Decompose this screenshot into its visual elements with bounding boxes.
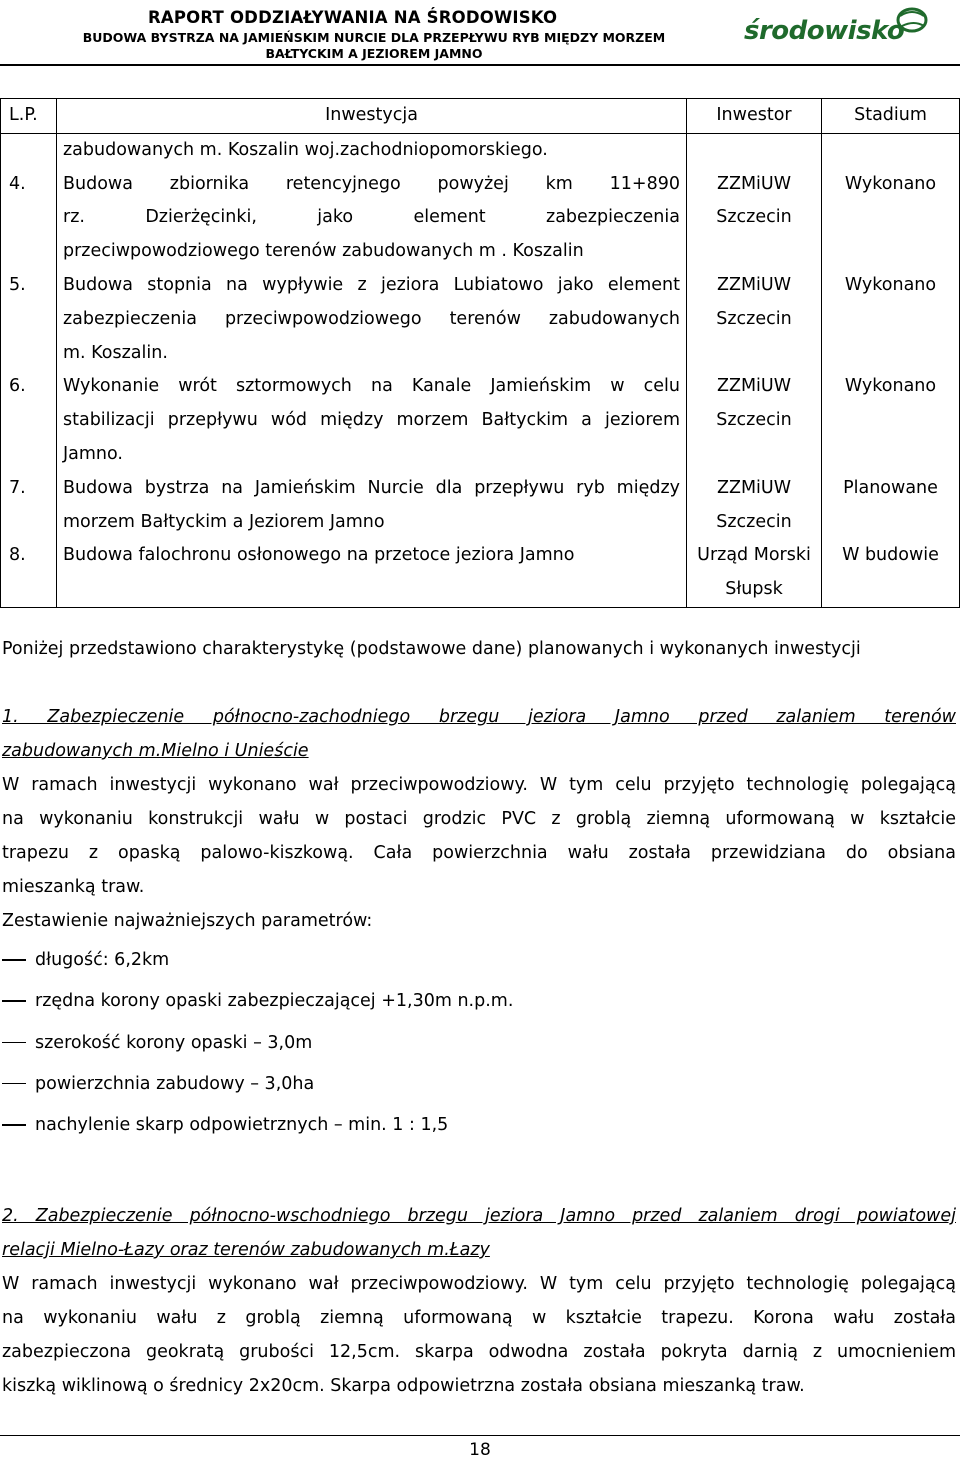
- param-text: szerokość korony opaski – 3,0m: [35, 1032, 313, 1053]
- intro-paragraph: Poniżej przedstawiono charakterystykę (podstawowe dane) planowanych i wykonanych inwestycji: [2, 639, 861, 659]
- row-lp: 8.: [1, 539, 57, 607]
- row-investor: [687, 539, 822, 607]
- row-investment: [57, 168, 687, 269]
- row-investment: [57, 370, 687, 471]
- investment-line: Budowa stopnia na wypływie z jeziora Lubiatowo jako element: [63, 274, 680, 295]
- row-stage: [822, 133, 960, 167]
- investment-line: morzem Bałtyckim a Jeziorem Jamno: [63, 511, 385, 532]
- row-lp: 4.: [1, 168, 57, 269]
- investment-line: Budowa falochronu osłonowego na przetoce jeziora Jamno: [63, 545, 575, 566]
- paragraph-line: W ramach inwestycji wykonano wał przeciwpowodziowy. W tym celu przyjęto technologię polegającą: [2, 775, 956, 795]
- investor-line: Szczecin: [716, 410, 792, 431]
- page-header: [0, 0, 960, 66]
- paragraph-line: trapezu z opaską palowo-kiszkową. Cała powierzchnia wału została przewidziana do obsiana: [2, 843, 956, 863]
- col-header-investment: Inwestycja: [57, 99, 687, 134]
- investment-line: stabilizacji przepływu wód między morzem Bałtyckim a jeziorem: [63, 410, 680, 431]
- table-row: [1, 472, 960, 540]
- report-subtitle-line2: BAŁTYCKIM A JEZIOREM JAMNO: [265, 46, 483, 61]
- table-row: [1, 539, 960, 607]
- col-header-stage: Stadium: [822, 99, 960, 134]
- report-title: RAPORT ODDZIAŁYWANIA NA ŚRODOWISKO: [148, 8, 558, 27]
- row-investor: [687, 133, 822, 167]
- param-text: rzędna korony opaski zabezpieczającej +1,30m n.p.m.: [35, 991, 514, 1012]
- row-stage: Wykonano: [822, 370, 960, 471]
- row-lp: 6.: [1, 370, 57, 471]
- investment-line: zabudowanych m. Koszalin woj.zachodniopomorskiego.: [63, 139, 548, 160]
- footer-divider: [0, 1435, 960, 1436]
- page-number: 18: [469, 1440, 491, 1460]
- section1-paragraph: [2, 768, 956, 904]
- table-row: [1, 370, 960, 471]
- investment-line: przeciwpowodziowego terenów zabudowanych m . Koszalin: [63, 241, 584, 262]
- row-investment: [57, 133, 687, 167]
- investment-line: m. Koszalin.: [63, 342, 168, 363]
- table-row: [1, 168, 960, 269]
- report-subtitle-line1: BUDOWA BYSTRZA NA JAMIEŃSKIM NURCIE DLA PRZEPŁYWU RYB MIĘDZY MORZEM: [82, 30, 666, 45]
- col-header-lp: L.P.: [1, 99, 57, 134]
- row-stage: W budowie: [822, 539, 960, 607]
- investor-line: Urząd Morski: [697, 545, 811, 566]
- section1-heading-line2: zabudowanych m.Mielno i Unieście: [2, 741, 309, 761]
- section2-heading-line1: 2. Zabezpieczenie północno-wschodniego brzegu jeziora Jamno przed zalaniem drogi powiatowej: [2, 1206, 956, 1226]
- param-text: powierzchnia zabudowy – 3,0ha: [35, 1073, 315, 1094]
- table-row: [1, 133, 960, 167]
- param-text: nachylenie skarp odpowietrznych – min. 1 : 1,5: [35, 1115, 449, 1136]
- dash-bullet-icon: [2, 1042, 26, 1044]
- investor-line: ZZMiUW: [716, 173, 792, 194]
- investment-line: Jamno.: [63, 443, 123, 464]
- row-stage: Wykonano: [822, 168, 960, 269]
- row-investor: [687, 269, 822, 370]
- dash-bullet-icon: [2, 1083, 26, 1085]
- row-investment: [57, 269, 687, 370]
- investor-line: Szczecin: [716, 207, 792, 228]
- row-investment: [57, 472, 687, 540]
- paragraph-line: W ramach inwestycji wykonano wał przeciwpowodziowy. W tym celu przyjęto technologię polegającą: [2, 1274, 956, 1294]
- investment-line: Wykonanie wrót sztormowych na Kanale Jamieńskim w celu: [63, 376, 680, 397]
- investment-line: Budowa bystrza na Jamieńskim Nurcie dla przepływu ryb między: [63, 477, 680, 498]
- row-investment: [57, 539, 687, 607]
- row-investor: [687, 472, 822, 540]
- investor-line: Słupsk: [725, 579, 783, 600]
- logo-wordmark: środowisko: [744, 16, 905, 46]
- investment-line: Budowa zbiornika retencyjnego powyżej km 11+890: [63, 173, 680, 194]
- row-lp: [1, 133, 57, 167]
- table-row: [1, 269, 960, 370]
- investment-line: zabezpieczenia przeciwpowodziowego terenów zabudowanych: [63, 308, 680, 329]
- paragraph-line: kiszką wiklinową o średnicy 2x20cm. Skarpa odpowietrzna została obsiana mieszanką traw.: [2, 1376, 805, 1396]
- col-header-investor: Inwestor: [687, 99, 822, 134]
- row-lp: 7.: [1, 472, 57, 540]
- investor-line: Szczecin: [716, 308, 792, 329]
- globe-icon: [744, 4, 940, 50]
- paragraph-line: na wykonaniu wału z groblą ziemną uformowaną w kształcie trapezu. Korona wału została: [2, 1308, 956, 1328]
- row-stage: Planowane: [822, 472, 960, 540]
- dash-bullet-icon: [2, 1000, 26, 1002]
- params-title: Zestawienie najważniejszych parametrów:: [2, 911, 373, 931]
- paragraph-line: zabezpieczona geokratą grubości 12,5cm. skarpa odwodna została pokryta darnią z umocnieniem: [2, 1342, 956, 1362]
- srodowisko-logo: [744, 4, 940, 50]
- investments-table: [0, 98, 960, 608]
- investor-line: ZZMiUW: [716, 477, 792, 498]
- row-stage: Wykonano: [822, 269, 960, 370]
- investor-line: ZZMiUW: [716, 376, 792, 397]
- paragraph-line: na wykonaniu konstrukcji wału w postaci grodzic PVC z groblą ziemną uformowaną w kształcie: [2, 809, 956, 829]
- param-text: długość: 6,2km: [35, 950, 170, 970]
- dash-bullet-icon: [2, 959, 26, 961]
- paragraph-line: mieszanką traw.: [2, 877, 145, 897]
- row-investor: [687, 370, 822, 471]
- row-investor: [687, 168, 822, 269]
- investor-line: Szczecin: [716, 511, 792, 532]
- section2-heading-line2: relacji Mielno-Łazy oraz terenów zabudowanych m.Łazy: [2, 1240, 490, 1260]
- section1-heading-line1: 1. Zabezpieczenie północno-zachodniego brzegu jeziora Jamno przed zalaniem terenów: [2, 707, 956, 727]
- dash-bullet-icon: [2, 1124, 26, 1126]
- row-lp: 5.: [1, 269, 57, 370]
- section2-paragraph: [2, 1267, 956, 1403]
- table-header-row: [1, 99, 960, 134]
- investor-line: ZZMiUW: [716, 274, 792, 295]
- header-divider: [0, 64, 960, 66]
- investment-line: rz. Dzierżęcinki, jako element zabezpieczenia: [63, 207, 680, 228]
